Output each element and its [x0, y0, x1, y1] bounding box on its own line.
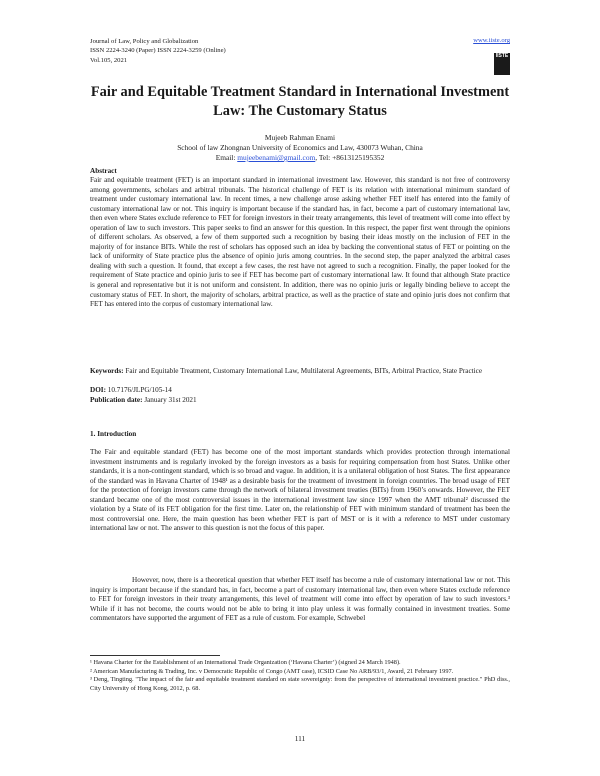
pub-label: Publication date:	[90, 396, 143, 404]
tel-text: , Tel: +8613125195352	[315, 153, 385, 162]
intro-text-2: However, now, there is a theoretical question that whether FET itself has become a rule of customary international law or not. This inquiry is important because if the standard has, in fact, become a part of customary international law, then even where States exclude reference to FET for foreign investors in their treaty arrangements, this level of treatment will come into effect by operation of law to such investors.³ While if it has not become, the courts would not be able to bring it into play unless it was formally contained in investment treaties. Some commentators have supported the argument of FET as a rule of custom. For example, Schwebel	[90, 576, 510, 623]
journal-header-right	[473, 37, 510, 75]
author-name: Mujeeb Rahman Enami	[264, 133, 336, 142]
email-label: Email:	[215, 153, 238, 162]
journal-name: Journal of Law, Policy and Globalization	[90, 38, 199, 45]
footnote-3: ³ Deng, Tingting. "The impact of the fair and equitable treatment standard on state sovereignty: from the perspective of international investment practice." PhD diss., City University of Hong Kong, 2012, p. 68.	[90, 676, 510, 692]
email-link[interactable]: mujeebenami@gmail.com	[237, 153, 316, 162]
abstract-heading: Abstract	[90, 167, 117, 175]
footnotes	[90, 659, 510, 693]
iiste-logo: IISTE	[494, 53, 510, 75]
author-contact	[90, 153, 510, 163]
journal-url-link[interactable]: www.iiste.org	[473, 37, 510, 44]
keywords-text: Fair and Equitable Treatment, Customary International Law, Multilateral Agreements, BITs, Arbitral Practice, State Practice	[123, 367, 483, 375]
footnote-1: ¹ Havana Charter for the Establishment of an International Trade Organization (‘Havana Charter’) (signed 24 March 1948).	[90, 659, 401, 666]
author-affiliation: School of law Zhongnan University of Economics and Law, 430073 Wuhan, China	[177, 143, 423, 152]
page-number: 111	[294, 734, 306, 743]
abstract-text: Fair and equitable treatment (FET) is an important standard in international investment law. However, this standard is not free of controversy among governments, scholars and arbitral tribunals. The historical challenge of FET is its relation with international minimum standard of treatment under customary international law. In recent times, a new challenge arose asking whether FET itself has entered into the family of customary international law or not. This inquiry is important because if the standard has, in fact, become a part of customary international law, then even where States exclude reference to FET for foreign investors in their treaty arrangements, this level of treatment will come into effect by operation of law to such investors. This paper seeks to find an answer for this question. In this respect, the paper first went through the opinions of different scholars. As observed, a few of them supported such a recognition by basing their ideas mostly on the inclusion of FET in the majority of for instance BITs. While the rest of scholars has opposed such an idea by backing the conventional status of FET or pointing on the lack of uniformity of State practice plus the absence of opinio juris among countries. In the second step, the paper analyzed the arbitral cases dealing with such a question. It found, that except a few cases, the rest have not agreed to such a recognition. Finally, the paper looked for the requirement of State practice and opinio juris to see if FET has become part of customary international law. It found that although State practice is general and representative but it is not uniform and consistent. In addition, there was no opinio juris or legally binding believe to accept the customary status of FET. In short, the majority of scholars, arbitral practice, as well as the practice of state and opinio juris does not confirm that FET has entered into the corpus of customary international law.	[90, 176, 510, 309]
paper-title: Fair and Equitable Treatment Standard in International Investment Law: The Customary Status	[90, 84, 510, 119]
keywords-label: Keywords:	[90, 367, 124, 375]
pub-value: January 31st 2021	[142, 396, 197, 404]
intro-paragraph-2	[90, 576, 510, 624]
doi-label: DOI:	[90, 386, 106, 394]
footnote-divider	[90, 655, 220, 656]
doi-value: 10.7176/JLPG/105-14	[105, 386, 172, 394]
intro-paragraph-1	[90, 448, 510, 534]
publication-date	[90, 396, 510, 406]
doi	[90, 386, 510, 396]
footnote-2: ² American Manufacturing & Trading, Inc. v Democratic Republic of Congo (AMT case), ICSID Case No ARB/93/1, Award, 21 February 1997.	[90, 667, 454, 675]
section-heading: 1. Introduction	[90, 430, 137, 438]
journal-issn: ISSN 2224-3240 (Paper) ISSN 2224-3259 (Online)	[90, 47, 226, 55]
journal-header	[90, 37, 226, 65]
intro-text-1: The Fair and equitable standard (FET) has become one of the most important standards which provides protection through international investment instruments and is regularly invoked by the foreign investors as a basis for requiring compensation from host States. Unlike other standards, it is a non-contingent standard, which is so broad and vague. In addition, it is a unilateral obligation of host States. The first appearance of the standard was in Havana Charter of 1948¹ as a desirable basis for the treatment of investment in foreign countries. The broad usage of FET for the protection of foreign investors came through the network of bilateral investment treaties (BITs) from 1960’s onwards. However, the FET standard became one of the most controversial issues in the international investment law since 1997 when the AMT tribunal² discussed the violation by a State of its FET obligation for the first time. Later on, the relationship of FET with minimum standard of treatment has been the most controversial one. Here, the main question has been whether FET is part of MST or is it with a reference to MST under customary international law or not. The answer to this question is not the focus of this paper.	[90, 448, 510, 533]
journal-volume: Vol.105, 2021	[90, 56, 128, 64]
keywords	[90, 367, 510, 377]
abstract-body	[90, 176, 510, 310]
